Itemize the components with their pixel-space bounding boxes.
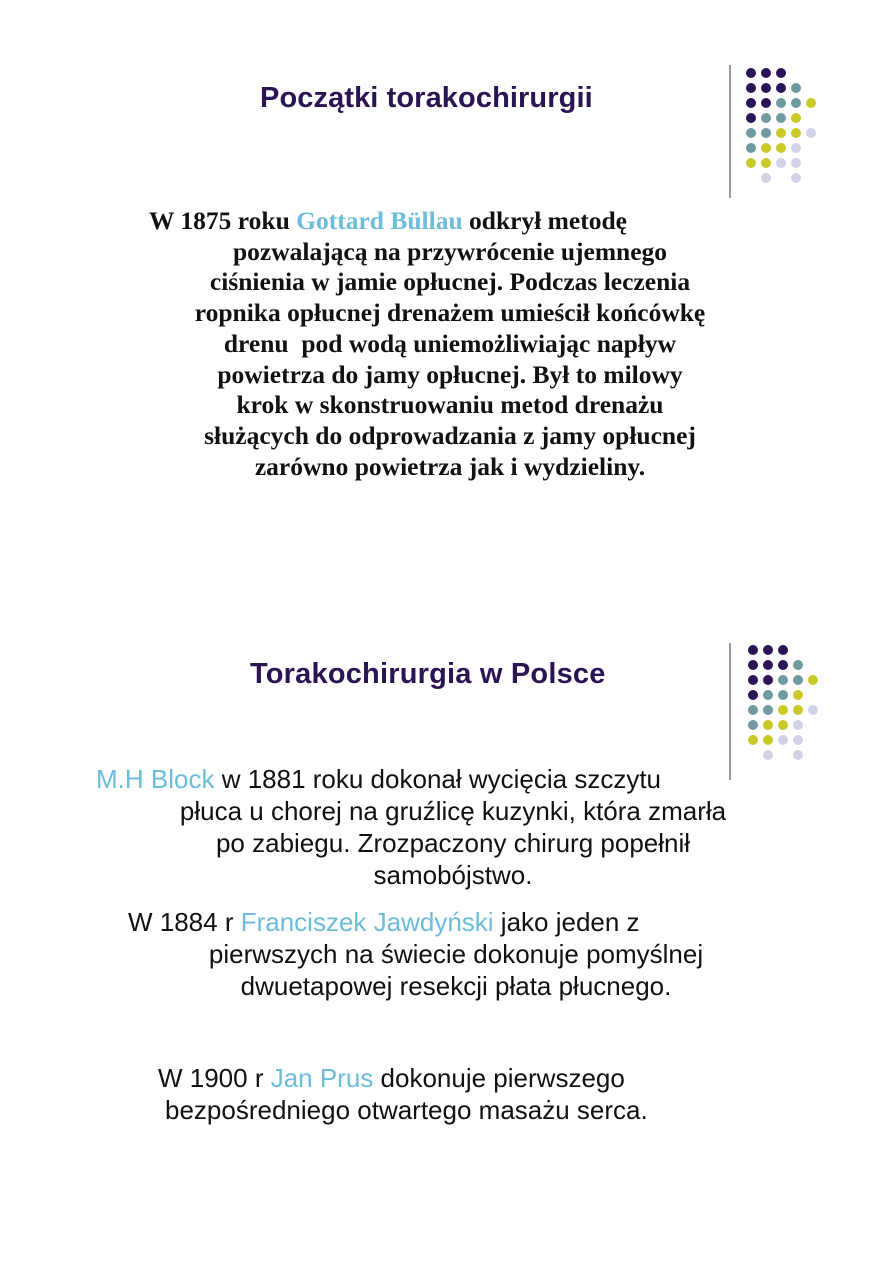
- dot-yellow-icon: [778, 705, 788, 715]
- dot-teal-icon: [763, 690, 773, 700]
- dot-empty: [806, 143, 816, 153]
- body-text-segment: W 1875 roku: [149, 206, 297, 235]
- body-line: ropnika opłucnej drenażem umieścił końcówkę: [194, 298, 706, 328]
- dot-empty: [808, 735, 818, 745]
- dot-purple-icon: [748, 690, 758, 700]
- dot-lilac-icon: [791, 158, 801, 168]
- dot-yellow-icon: [763, 735, 773, 745]
- body-line: bezpośredniego otwartego masażu serca.: [165, 1095, 648, 1125]
- person-name-highlight: Franciszek Jawdyński: [240, 907, 494, 937]
- body-line: [80, 906, 800, 938]
- dot-lilac-icon: [793, 750, 803, 760]
- dot-lilac-icon: [778, 735, 788, 745]
- paragraph-block-block: [80, 763, 800, 891]
- dot-yellow-icon: [806, 98, 816, 108]
- dot-yellow-icon: [791, 128, 801, 138]
- dot-lilac-icon: [808, 705, 818, 715]
- body-line: powietrza do jamy opłucnej. Był to milowy: [217, 359, 683, 389]
- dot-empty: [808, 660, 818, 670]
- dot-yellow-icon: [791, 113, 801, 123]
- dot-teal-icon: [746, 128, 756, 138]
- vertical-divider: [729, 643, 731, 780]
- body-line: ciśnienia w jamie opłucnej. Podczas leczenia: [209, 267, 691, 297]
- body-line: drenu pod wodą uniemożliwiając napływ: [223, 328, 677, 358]
- dot-empty: [778, 750, 788, 760]
- dot-teal-icon: [761, 113, 771, 123]
- dot-empty: [746, 173, 756, 183]
- dot-lilac-icon: [793, 735, 803, 745]
- dot-purple-icon: [746, 98, 756, 108]
- dot-empty: [806, 158, 816, 168]
- body-line: płuca u chorej na gruźlicę kuzynki, która zmarła: [179, 796, 727, 826]
- dot-yellow-icon: [793, 690, 803, 700]
- dot-lilac-icon: [793, 720, 803, 730]
- person-name-highlight: Jan Prus: [270, 1063, 374, 1093]
- slide-poczatki-torakochirurgii: [0, 0, 893, 560]
- body-line: służących do odprowadzania z jamy opłucnej: [204, 420, 696, 450]
- dot-purple-icon: [746, 83, 756, 93]
- body-text-segment: W 1884 r: [128, 907, 241, 937]
- dot-yellow-icon: [808, 675, 818, 685]
- dot-purple-icon: [748, 645, 758, 655]
- body-line: [80, 763, 800, 795]
- dot-teal-icon: [778, 675, 788, 685]
- body-text-segment: w 1881 roku dokonał wycięcia szczytu: [214, 764, 662, 794]
- dot-teal-icon: [761, 128, 771, 138]
- decorative-dot-grid-icon: [744, 66, 819, 186]
- dot-teal-icon: [778, 690, 788, 700]
- dot-empty: [806, 68, 816, 78]
- dot-empty: [791, 68, 801, 78]
- dot-empty: [808, 690, 818, 700]
- dot-purple-icon: [776, 68, 786, 78]
- body-text-segment: odkrył metodę: [462, 206, 627, 235]
- dot-empty: [748, 750, 758, 760]
- dot-teal-icon: [791, 98, 801, 108]
- dot-empty: [808, 750, 818, 760]
- dot-purple-icon: [746, 68, 756, 78]
- dot-lilac-icon: [776, 158, 786, 168]
- dot-yellow-icon: [776, 143, 786, 153]
- dot-purple-icon: [748, 660, 758, 670]
- vertical-divider: [729, 65, 731, 198]
- dot-purple-icon: [778, 645, 788, 655]
- dot-yellow-icon: [748, 735, 758, 745]
- dot-yellow-icon: [776, 128, 786, 138]
- dot-empty: [806, 83, 816, 93]
- dot-teal-icon: [748, 705, 758, 715]
- decorative-dot-grid-icon: [746, 643, 821, 763]
- body-line: po zabiegu. Zrozpaczony chirurg popełnił: [215, 828, 691, 858]
- body-text-segment: dokonuje pierwszego: [373, 1063, 625, 1093]
- dot-purple-icon: [748, 675, 758, 685]
- dot-purple-icon: [776, 83, 786, 93]
- slide-title: Początki torakochirurgii: [260, 82, 593, 114]
- dot-yellow-icon: [793, 705, 803, 715]
- dot-empty: [776, 173, 786, 183]
- slide-title: Torakochirurgia w Polsce: [250, 658, 606, 690]
- dot-yellow-icon: [778, 720, 788, 730]
- dot-empty: [793, 645, 803, 655]
- person-name-highlight: M.H Block: [96, 764, 215, 794]
- dot-purple-icon: [761, 83, 771, 93]
- dot-yellow-icon: [746, 158, 756, 168]
- dot-lilac-icon: [761, 173, 771, 183]
- dot-teal-icon: [746, 143, 756, 153]
- body-line: pozwalającą na przywrócenie ujemnego: [232, 236, 668, 266]
- slide-torakochirurgia-w-polsce: [0, 580, 893, 1180]
- dot-purple-icon: [763, 645, 773, 655]
- dot-teal-icon: [791, 83, 801, 93]
- dot-empty: [806, 113, 816, 123]
- body-line: dwuetapowej resekcji płata płucnego.: [240, 971, 672, 1001]
- dot-purple-icon: [761, 98, 771, 108]
- body-text-segment: W 1900 r: [158, 1063, 271, 1093]
- dot-empty: [806, 173, 816, 183]
- body-line: [100, 206, 800, 237]
- dot-purple-icon: [746, 113, 756, 123]
- dot-teal-icon: [748, 720, 758, 730]
- person-name-highlight: Gottard Büllau: [296, 206, 463, 235]
- body-line: samobójstwo.: [373, 860, 533, 890]
- dot-empty: [808, 645, 818, 655]
- paragraph-prus: [80, 1062, 800, 1126]
- dot-lilac-icon: [763, 750, 773, 760]
- dot-purple-icon: [761, 68, 771, 78]
- body-line: [80, 1062, 800, 1094]
- dot-lilac-icon: [806, 128, 816, 138]
- dot-yellow-icon: [761, 143, 771, 153]
- dot-teal-icon: [793, 660, 803, 670]
- dot-purple-icon: [778, 660, 788, 670]
- body-line: krok w skonstruowaniu metod drenażu: [236, 390, 664, 420]
- slide-body-text: [100, 206, 800, 482]
- dot-yellow-icon: [763, 720, 773, 730]
- dot-empty: [808, 720, 818, 730]
- paragraph-jawdynski: [80, 906, 800, 1002]
- dot-lilac-icon: [791, 173, 801, 183]
- dot-lilac-icon: [791, 143, 801, 153]
- dot-purple-icon: [763, 675, 773, 685]
- body-line: pierwszych na świecie dokonuje pomyślnej: [208, 939, 704, 969]
- body-line: zarówno powietrza jak i wydzieliny.: [254, 451, 646, 481]
- dot-purple-icon: [763, 660, 773, 670]
- dot-teal-icon: [776, 98, 786, 108]
- dot-teal-icon: [793, 675, 803, 685]
- dot-teal-icon: [763, 705, 773, 715]
- dot-teal-icon: [776, 113, 786, 123]
- body-text-segment: jako jeden z: [493, 907, 640, 937]
- dot-yellow-icon: [761, 158, 771, 168]
